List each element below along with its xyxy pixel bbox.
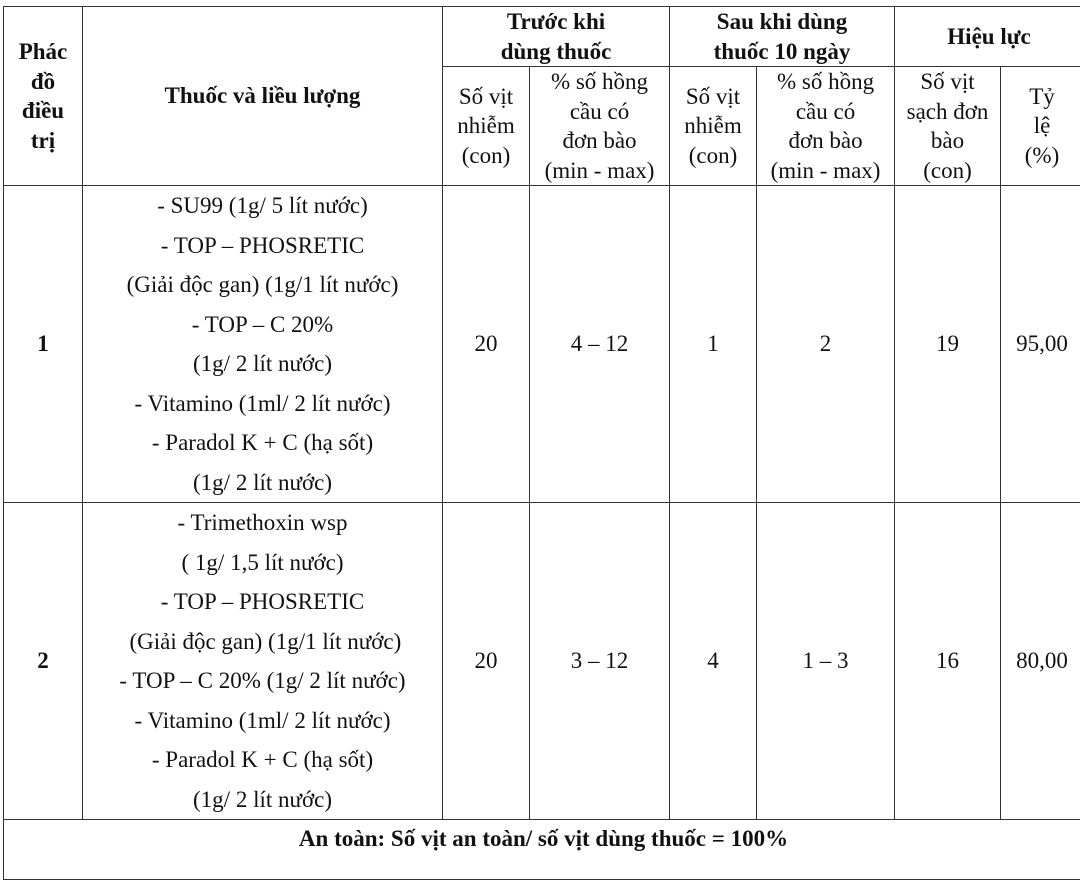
drug-line: (Giải độc gan) (1g/1 lít nước): [83, 265, 442, 305]
drug-line: ( 1g/ 1,5 lít nước): [83, 543, 442, 583]
header-line: sạch đơn: [895, 97, 1000, 127]
before-infected-value: 20: [443, 503, 530, 820]
safety-note: An toàn: Số vịt an toàn/ số vịt dùng thuốc = 100%: [4, 820, 1080, 854]
header-after-line: thuốc 10 ngày: [670, 37, 894, 67]
header-regimen-line: điều: [4, 96, 82, 126]
rate-value: 95,00: [1001, 186, 1080, 503]
after-rbc-value: 2: [757, 186, 895, 503]
header-drug-dose: Thuốc và liều lượng: [83, 7, 443, 186]
drug-line: (1g/ 2 lít nước): [83, 463, 442, 503]
header-regimen-line: đồ: [4, 67, 82, 97]
treatment-table: [3, 6, 1080, 880]
after-infected-value: 1: [670, 186, 757, 503]
header-line: cầu có: [757, 97, 894, 127]
header-effect-group: Hiệu lực: [895, 7, 1080, 67]
table-row: [4, 503, 1080, 820]
after-rbc-value: 1 – 3: [757, 503, 895, 820]
header-line: Số vịt: [895, 67, 1000, 97]
drug-line: (1g/ 2 lít nước): [83, 344, 442, 384]
header-before-rbc: [530, 67, 670, 186]
header-rate: [1001, 67, 1080, 186]
header-before-infected: [443, 67, 530, 186]
drug-line: - TOP – C 20% (1g/ 2 lít nước): [83, 661, 442, 701]
header-line: (con): [443, 141, 529, 171]
drug-line: (Giải độc gan) (1g/1 lít nước): [83, 622, 442, 662]
header-line: đơn bào: [530, 126, 669, 156]
drug-list: [83, 503, 443, 820]
after-infected-value: 4: [670, 503, 757, 820]
drug-line: - TOP – PHOSRETIC: [83, 582, 442, 622]
header-regimen-line: Phác: [4, 37, 82, 67]
header-regimen: [4, 7, 83, 186]
before-rbc-value: 4 – 12: [530, 186, 670, 503]
header-line: % số hồng: [530, 67, 669, 97]
header-before-line: Trước khi: [443, 7, 669, 37]
header-line: Số vịt: [670, 82, 756, 112]
clean-count-value: 19: [895, 186, 1001, 503]
header-line: Số vịt: [443, 82, 529, 112]
clean-count-value: 16: [895, 503, 1001, 820]
header-after-infected: [670, 67, 757, 186]
header-line: (con): [670, 141, 756, 171]
header-after-line: Sau khi dùng: [670, 7, 894, 37]
drug-line: - Vitamino (1ml/ 2 lít nước): [83, 384, 442, 424]
regimen-number: 2: [4, 503, 83, 820]
header-line: % số hồng: [757, 67, 894, 97]
header-clean-count: [895, 67, 1001, 186]
header-after-rbc: [757, 67, 895, 186]
header-line: Tỷ: [1001, 82, 1080, 112]
rate-value: 80,00: [1001, 503, 1080, 820]
header-after-group: [670, 7, 895, 67]
header-line: (%): [1001, 141, 1080, 171]
before-rbc-value: 3 – 12: [530, 503, 670, 820]
header-line: (min - max): [757, 156, 894, 186]
table-row: [4, 186, 1080, 503]
header-line: (con): [895, 156, 1000, 186]
header-line: lệ: [1001, 111, 1080, 141]
before-infected-value: 20: [443, 186, 530, 503]
drug-line: - TOP – C 20%: [83, 305, 442, 345]
header-line: cầu có: [530, 97, 669, 127]
drug-line: - Vitamino (1ml/ 2 lít nước): [83, 701, 442, 741]
regimen-number: 1: [4, 186, 83, 503]
drug-line: - Trimethoxin wsp: [83, 503, 442, 543]
drug-line: - SU99 (1g/ 5 lít nước): [83, 186, 442, 226]
header-line: (min - max): [530, 156, 669, 186]
header-line: nhiễm: [443, 111, 529, 141]
header-line: đơn bào: [757, 126, 894, 156]
header-before-line: dùng thuốc: [443, 37, 669, 67]
header-line: bào: [895, 126, 1000, 156]
safety-footer: [4, 820, 1080, 880]
header-before-group: [443, 7, 670, 67]
drug-line: (1g/ 2 lít nước): [83, 780, 442, 820]
drug-line: - Paradol K + C (hạ sốt): [83, 423, 442, 463]
header-line: nhiễm: [670, 111, 756, 141]
drug-line: - TOP – PHOSRETIC: [83, 226, 442, 266]
header-regimen-line: trị: [4, 126, 82, 156]
drug-line: - Paradol K + C (hạ sốt): [83, 740, 442, 780]
drug-list: [83, 186, 443, 503]
